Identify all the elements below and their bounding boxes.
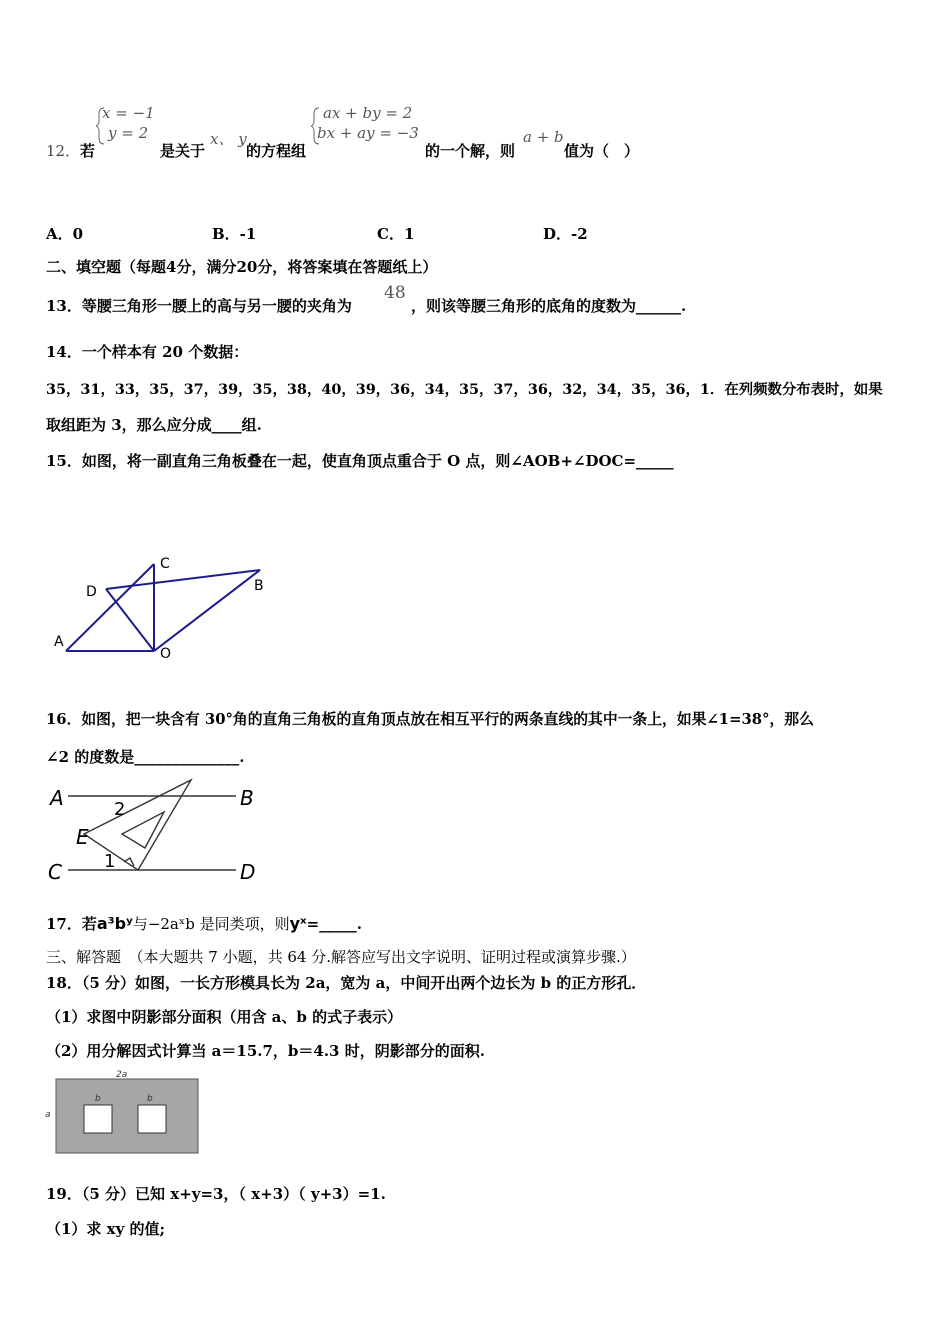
q15-label-o: O — [160, 646, 172, 662]
q13-text: 13．等腰三角形一腰上的高与另一腰的夹角为 — [46, 297, 352, 315]
q18-label-b2: b — [147, 1094, 153, 1104]
q12-option-a: A．0 — [46, 225, 84, 243]
q18-figure — [42, 1068, 202, 1154]
q18-label-b1: b — [95, 1094, 101, 1104]
q15-label-d: D — [86, 584, 97, 600]
q12-option-b: B．-1 — [212, 225, 257, 243]
q17-mid: 与−2aˣb 是同类项，则 — [132, 915, 290, 933]
q15-label-b: B — [254, 578, 264, 594]
q12-option-d: D．-2 — [543, 225, 588, 243]
q15-segment-do — [106, 589, 154, 651]
q12-system1-top: x = −1 — [102, 104, 155, 122]
q12-zhi-wei: 值为（ ） — [564, 142, 640, 160]
q17-term1: a³bʸ — [96, 914, 133, 933]
q18-line1: 18．（5 分）如图，一长方形模具长为 2a，宽为 a，中间开出两个边长为 b 的正方形孔． — [46, 974, 647, 992]
q17-term2: yˣ — [289, 914, 307, 933]
q12-a-plus-b: a + b — [523, 128, 564, 146]
q16-triangle-inner — [122, 812, 164, 848]
q19-sub1: （1）求 xy 的值; — [46, 1220, 166, 1238]
q16-figure — [46, 776, 266, 888]
q12-number: 12． — [46, 142, 81, 160]
q16-triangle-outer — [84, 780, 191, 870]
q16-line1: 16．如图，把一块含有 30°角的直角三角板的直角顶点放在相互平行的两条直线的其中一条上，如果∠1=38°，那么 — [46, 711, 814, 728]
q15-figure — [48, 550, 288, 670]
q12-shi-guanyu: 是关于 — [160, 142, 206, 160]
q16-label-d: D — [240, 860, 256, 884]
q12-option-c: C．1 — [377, 225, 415, 243]
q15-label-c: C — [160, 556, 170, 572]
q15-text: 15．如图，将一副直角三角板叠在一起，使直角顶点重合于 O 点，则∠AOB+∠DOC=_____ — [46, 452, 674, 470]
q18-label-2a: 2a — [116, 1070, 128, 1080]
q16-line2: ∠2 的度数是______________. — [46, 748, 245, 766]
q16-label-b: B — [240, 786, 254, 810]
q12-system1-bottom: y = 2 — [108, 124, 149, 142]
q14-line3: 取组距为 3，那么应分成____组. — [46, 416, 262, 434]
q15-segment-ac — [66, 564, 154, 651]
q12-de-fangchengzu: 的方程组 — [246, 142, 307, 160]
q14-line1: 14．一个样本有 20 个数据： — [46, 343, 249, 361]
q18-shaded-rectangle — [56, 1079, 198, 1153]
q19-line1: 19．（5 分）已知 x+y=3，（ x+3）（ y+3）=1. — [46, 1185, 386, 1203]
q15-segment-ob — [154, 570, 260, 651]
q14-line2: 35，31，33，35，37，39，35，38，40，39，36，34，35，37，36，32，34，35，36，1．在列频数分布表时，如果 — [46, 381, 883, 398]
q16-label-a: A — [50, 786, 64, 810]
q13-text2: ，则该等腰三角形的底角的度数为______. — [411, 297, 687, 315]
q17 — [46, 913, 362, 934]
q12-system2-bottom: bx + ay = −3 — [317, 124, 419, 142]
q18-sub2: （2）用分解因式计算当 a＝15.7，b＝4.3 时，阴影部分的面积. — [46, 1042, 485, 1060]
q16-label-1: 1 — [104, 851, 116, 872]
q16-label-e: E — [76, 825, 89, 849]
q16-label-2: 2 — [114, 799, 126, 820]
q15-label-a: A — [54, 634, 64, 650]
q13-value: 48 — [384, 283, 406, 303]
q18-label-a: a — [45, 1110, 51, 1120]
q18-sub1: （1）求图中阴影部分面积（用含 a、b 的式子表示） — [46, 1008, 403, 1026]
q18-square-hole-2 — [138, 1105, 166, 1133]
q17-post: =_____. — [306, 915, 362, 933]
q12-de-yige-jie: 的一个解，则 — [425, 142, 516, 160]
q17-pre: 17．若 — [46, 915, 97, 933]
q12-vars: x、 y — [210, 130, 247, 148]
q12-system2-top: ax + by = 2 — [323, 104, 413, 122]
q12-ruo: 若 — [80, 142, 96, 160]
section-3-heading: 三、解答题 （本大题共 7 小题，共 64 分.解答应写出文字说明、证明过程或演算步骤.） — [46, 948, 636, 966]
q16-label-c: C — [48, 860, 62, 884]
section-2-heading: 二、填空题（每题4分，满分20分，将答案填在答题纸上） — [46, 258, 438, 276]
q18-square-hole-1 — [84, 1105, 112, 1133]
q15-segment-db — [106, 570, 260, 589]
